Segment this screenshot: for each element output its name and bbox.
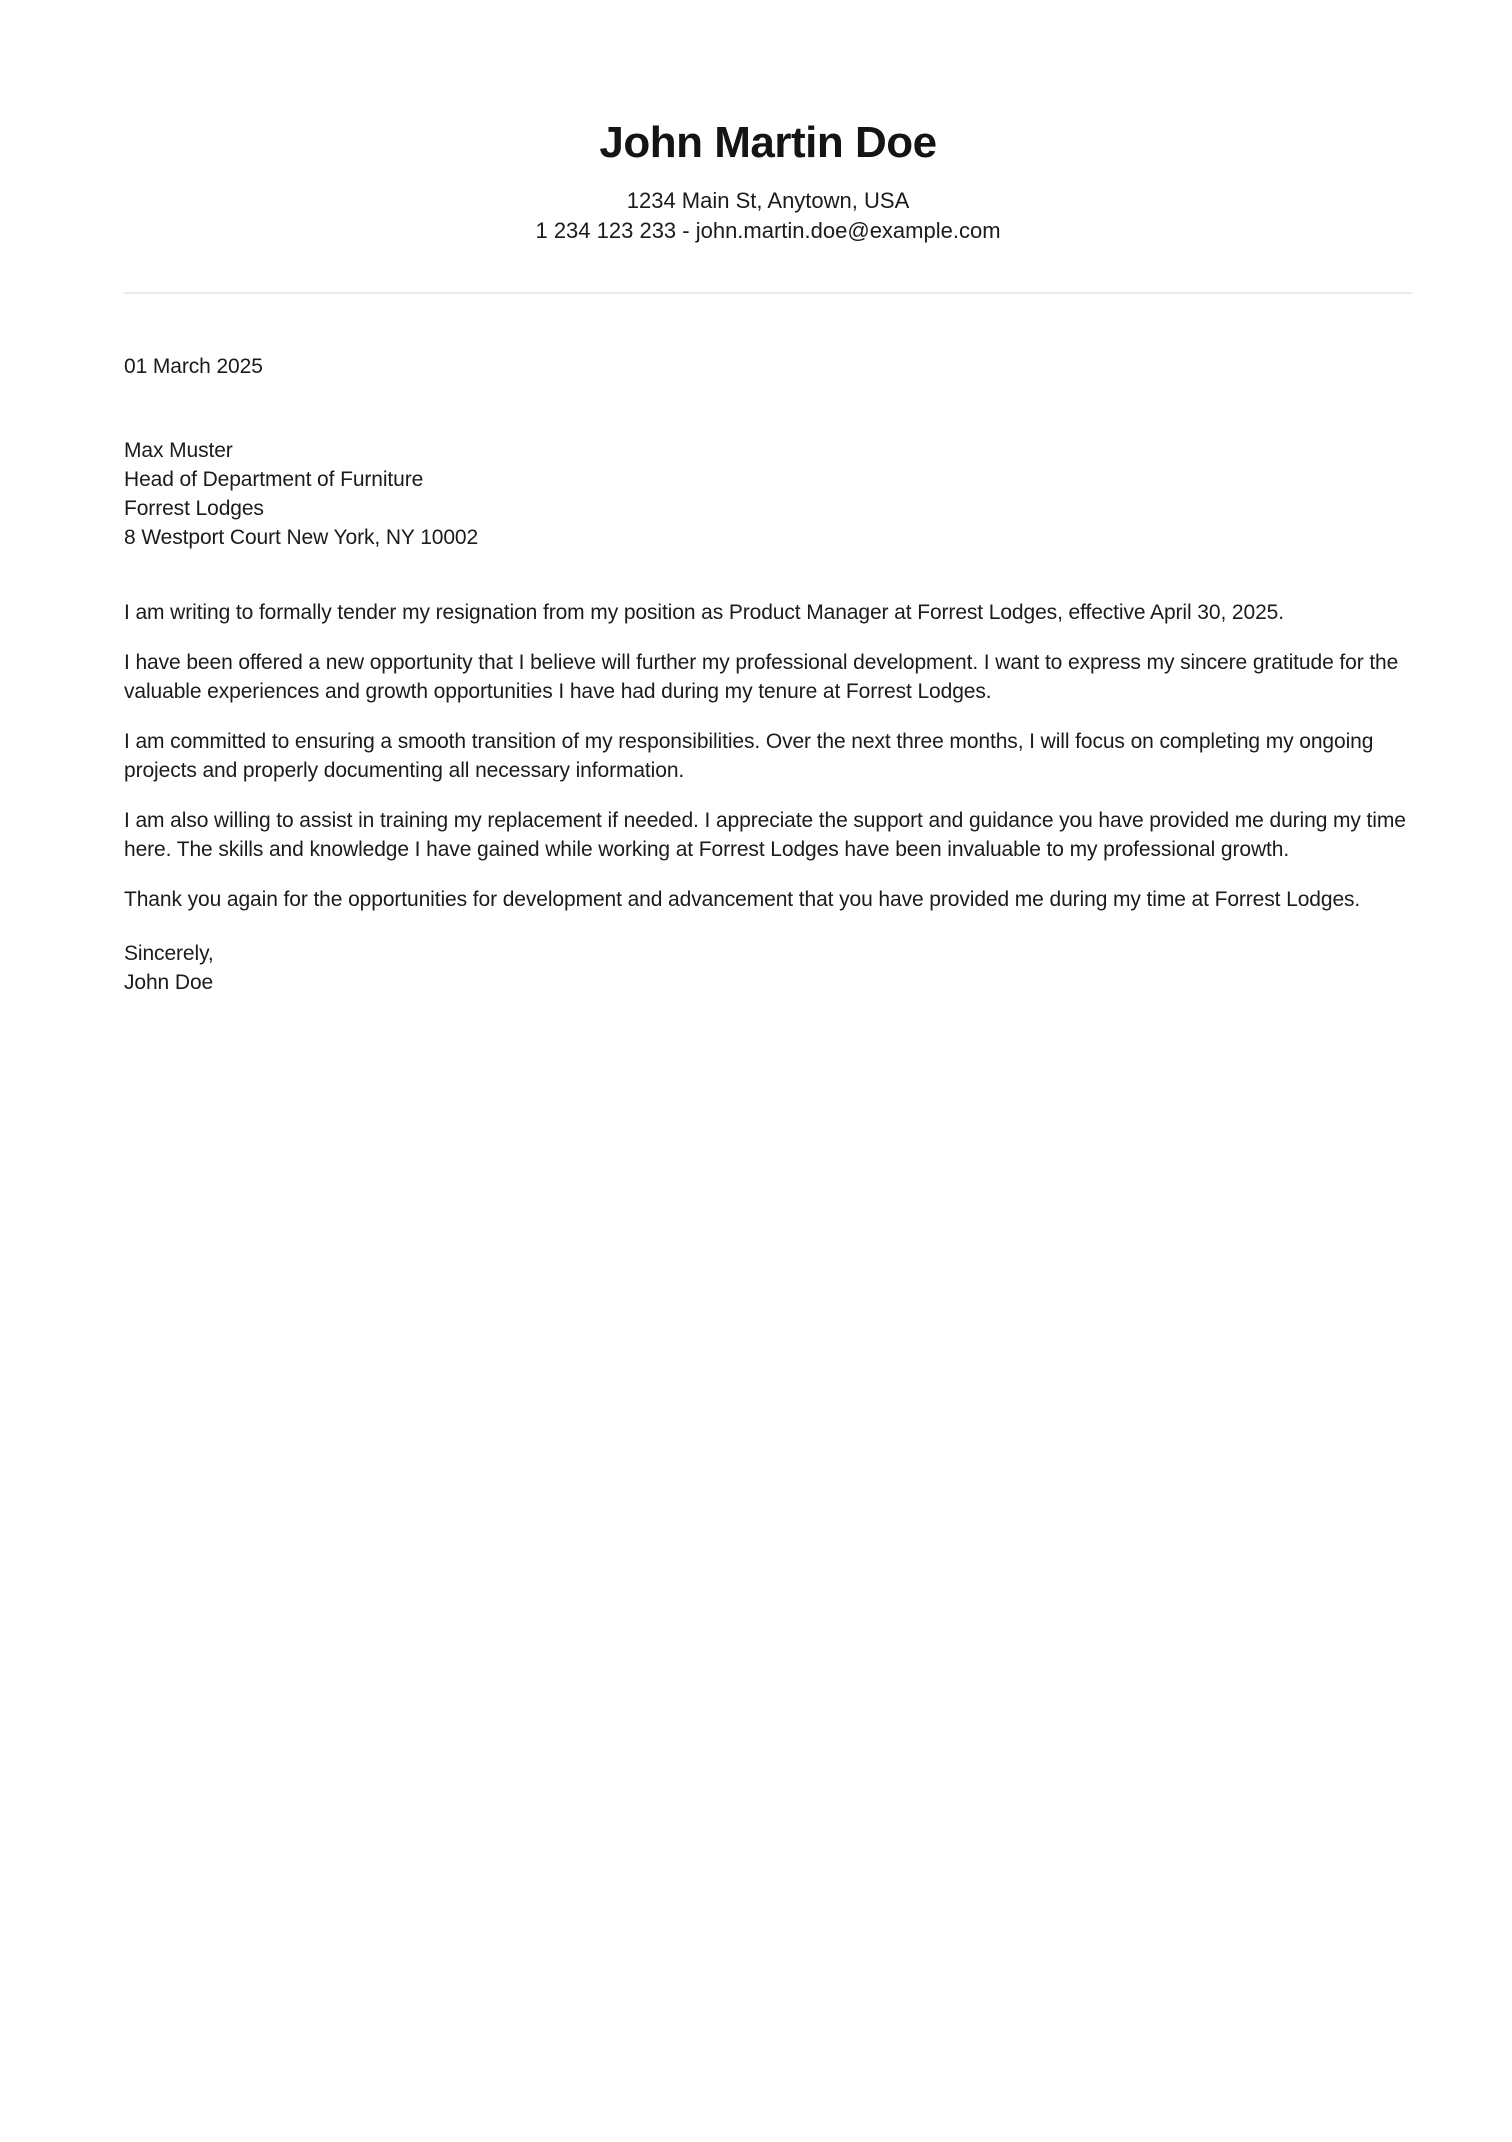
recipient-company: Forrest Lodges [124,497,264,520]
letter-paragraphs [124,598,1412,914]
paragraph-gratitude: I have been offered a new opportunity that I believe will further my professional development. I want to express my sincere gratitude for the valuable experiences and growth opportunities I have had during my tenure at Forrest Lodges. [124,651,1399,703]
recipient-job-title: Head of Department of Furniture [124,468,424,491]
paragraph-training: I am also willing to assist in training my replacement if needed. I appreciate the support and guidance you have provided me during my time here. The skills and knowledge I have gained while working at Forrest Lodges have been invaluable to my professional growth. [124,809,1406,861]
recipient-name: Max Muster [124,439,233,462]
paragraph-transition: I am committed to ensuring a smooth transition of my responsibilities. Over the next three months, I will focus on completing my ongoing projects and properly documenting all necessary information. [124,730,1374,782]
closing-salutation: Sincerely, [124,942,214,965]
sender-address: 1234 Main St, Anytown, USA [626,188,910,213]
paragraph-resignation: I am writing to formally tender my resignation from my position as Product Manager at Forrest Lodges, effective April 30, 2025. [124,601,1284,624]
letterhead-divider [124,292,1412,294]
letter-body [124,352,1412,997]
sender-name: John Martin Doe [599,118,937,167]
recipient-block [124,436,1412,552]
letterhead [124,116,1412,246]
signature-name: John Doe [124,971,214,994]
closing-block [124,939,1412,997]
recipient-address: 8 Westport Court New York, NY 10002 [124,526,479,549]
sender-contact: 1 234 123 233 - john.martin.doe@example.com [535,218,1001,243]
paragraph-thanks: Thank you again for the opportunities for development and advancement that you have provided me during my time at Forrest Lodges. [124,888,1361,911]
letter-date: 01 March 2025 [124,355,263,378]
